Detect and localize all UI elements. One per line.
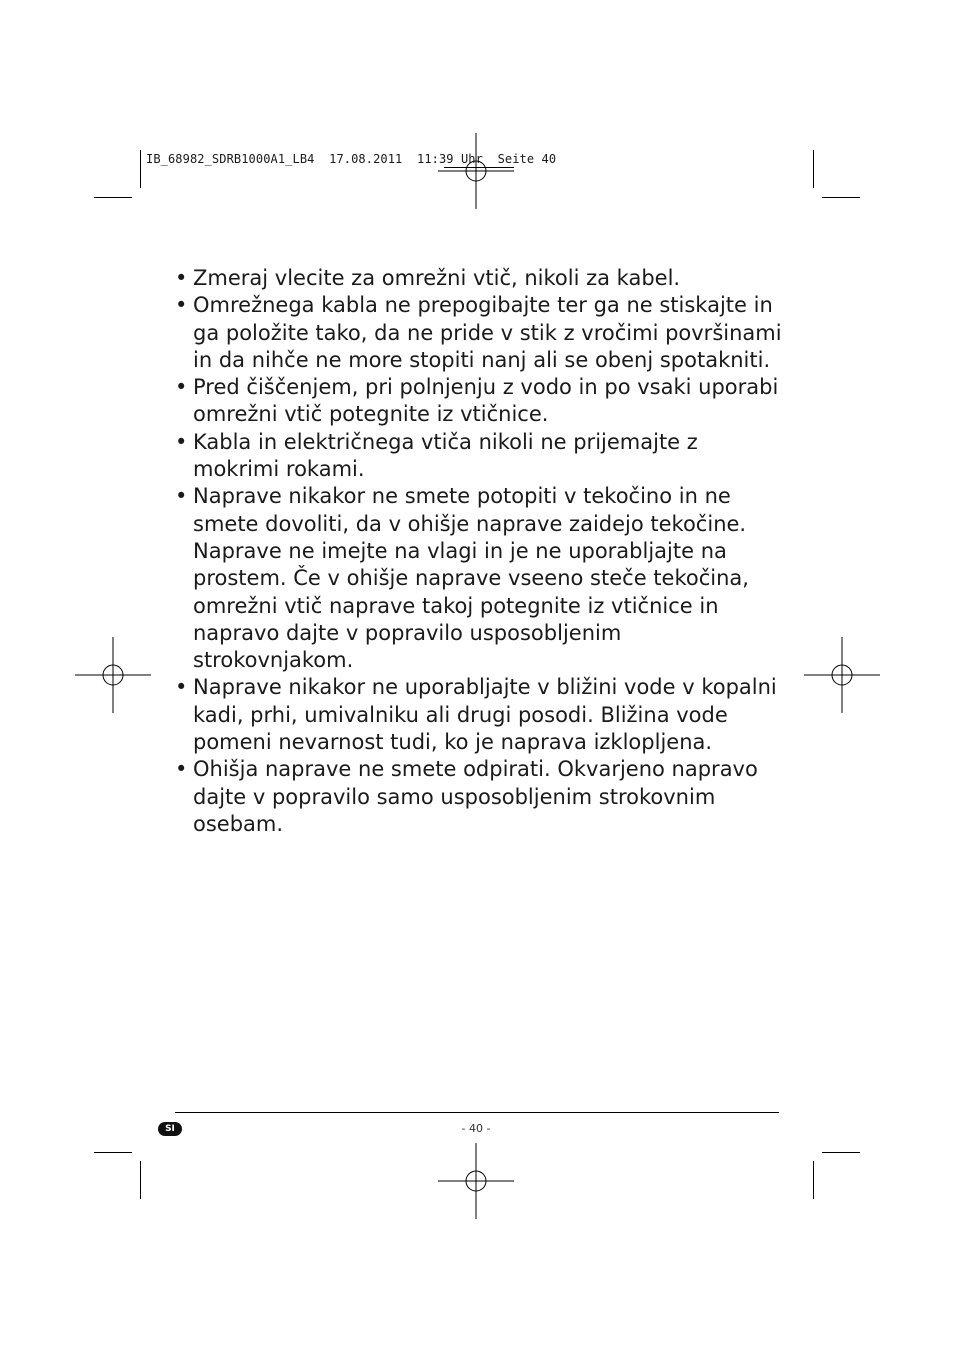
bullet-icon: • bbox=[175, 293, 188, 318]
bullet-icon: • bbox=[175, 675, 188, 700]
list-item-text: Ohišja naprave ne smete odpirati. Okvarjeno napravo dajte v popravilo samo usposobljenim strokovnim osebam. bbox=[193, 757, 758, 836]
crop-mark-top-right-v bbox=[813, 150, 814, 188]
registration-mark-top-icon bbox=[438, 133, 514, 209]
crop-mark-bottom-left-v bbox=[140, 1161, 141, 1199]
crop-mark-top-left-v bbox=[140, 150, 141, 188]
crop-mark-bottom-left-h bbox=[94, 1152, 132, 1153]
bullet-icon: • bbox=[175, 429, 188, 454]
crop-mark-bottom-right-v bbox=[813, 1161, 814, 1199]
safety-instructions bbox=[175, 265, 785, 838]
list-item-text: Naprave nikakor ne uporabljajte v bližini vode v kopalni kadi, prhi, umivalniku ali drugi posodi. Bližina vode pomeni nevarnost tudi, ko je naprava izklopljena. bbox=[193, 675, 777, 755]
list-item bbox=[175, 292, 785, 374]
language-badge: SI bbox=[158, 1122, 182, 1136]
list-item bbox=[175, 374, 785, 429]
list-item-text: Pred čiščenjem, pri polnjenju z vodo in po vsaki uporabi omrežni vtič potegnite iz vtičnice. bbox=[193, 375, 779, 427]
crop-mark-bottom-right-h bbox=[822, 1152, 860, 1153]
print-slug: IB_68982_SDRB1000A1_LB4 17.08.2011 11:39 Uhr Seite 40 bbox=[146, 152, 557, 166]
bullet-icon: • bbox=[175, 266, 188, 290]
registration-mark-left-icon bbox=[75, 637, 151, 713]
bullet-icon: • bbox=[175, 375, 188, 400]
list-item bbox=[175, 265, 785, 292]
list-item-text: Kabla in električnega vtiča nikoli ne prijemajte z mokrimi rokami. bbox=[193, 429, 698, 482]
list-item-text: Omrežnega kabla ne prepogibajte ter ga ne stiskajte in ga položite tako, da ne pride v stik z vročimi površinami in da nihče ne more stopiti nanj ali se obenj spotakniti. bbox=[193, 293, 782, 372]
registration-mark-bottom-icon bbox=[438, 1143, 514, 1219]
list-item bbox=[175, 483, 785, 674]
bullet-icon: • bbox=[175, 757, 188, 782]
list-item bbox=[175, 674, 785, 756]
page-number: - 40 - bbox=[461, 1122, 491, 1135]
list-item bbox=[175, 756, 785, 838]
bullet-icon: • bbox=[175, 484, 188, 509]
crop-mark-top-left-h bbox=[94, 197, 132, 198]
footer-divider bbox=[175, 1112, 779, 1113]
bullet-list bbox=[175, 265, 785, 838]
list-item bbox=[175, 429, 785, 484]
list-item-text: Zmeraj vlecite za omrežni vtič, nikoli za kabel. bbox=[193, 266, 681, 290]
registration-mark-right-icon bbox=[804, 637, 880, 713]
crop-mark-top-right-h bbox=[822, 197, 860, 198]
list-item-text: Naprave nikakor ne smete potopiti v tekočino in ne smete dovoliti, da v ohišje naprave zaidejo tekočine. Naprave ne imejte na vlagi in je ne uporabljajte na prostem. Če v ohišje naprave vseeno steče tekočina, omrežni vtič naprave takoj potegnite iz vtičnice in napravo dajte v popravilo usposobljenim strokovnjakom. bbox=[193, 484, 749, 673]
